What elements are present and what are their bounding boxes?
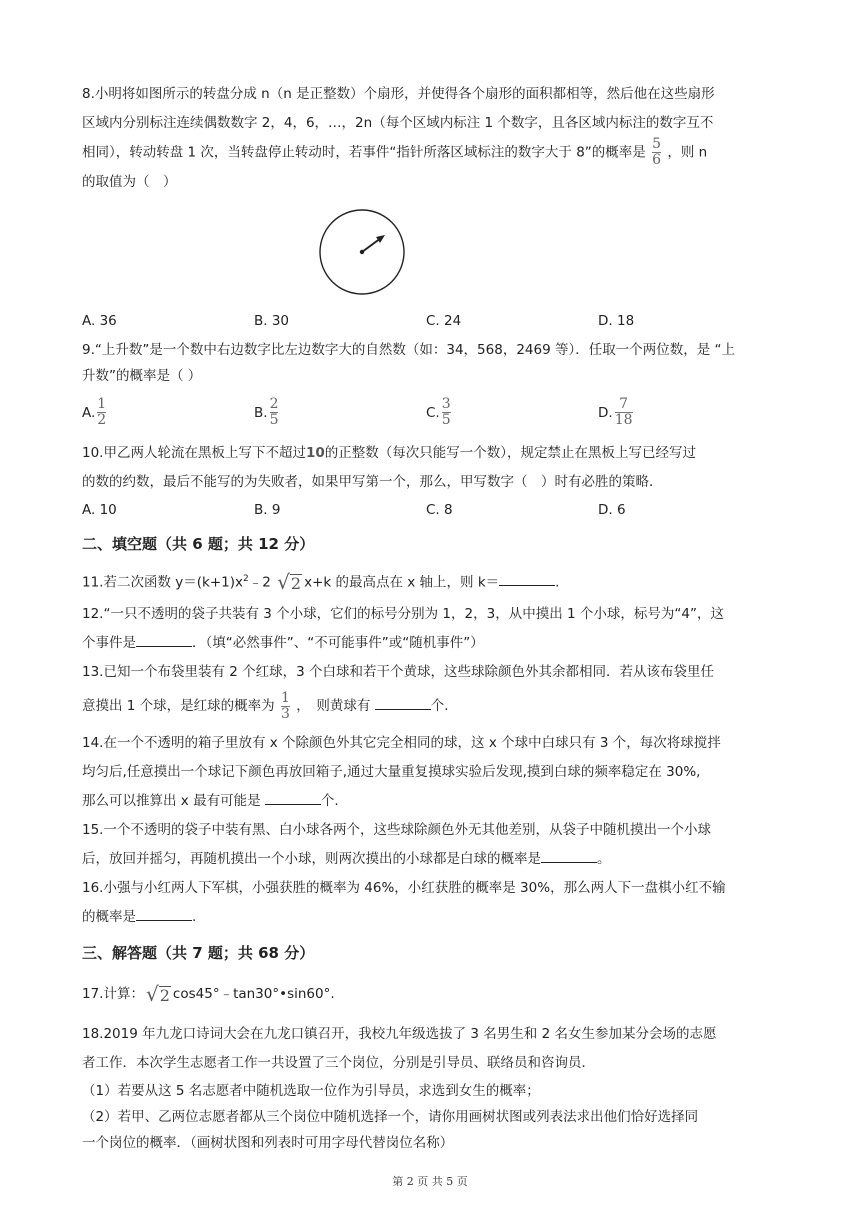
sqrt-two (277, 569, 302, 594)
fraction-5-6 (652, 138, 661, 167)
q18-line-2: 者工作．本次学生志愿者工作一共设置了三个岗位，分别是引导员、联络员和咨询员． (82, 1055, 595, 1071)
q13-text-b: ， 则黄球有 (296, 698, 371, 714)
q9-option-a[interactable] (82, 393, 254, 433)
question-18 (82, 1020, 782, 1156)
q16-line-2 (82, 903, 782, 932)
q12-line-1: 12.“一只不透明的袋子共装有 3 个小球，它们的标号分别为 1，2，3，从中摸出 1 个小球，标号为“4”，这 (82, 606, 724, 622)
q12-text-b: ．（填“必然事件”、“不可能事件”或“随机事件”） (192, 635, 484, 651)
q10-line-1 (82, 439, 782, 468)
q8-options (82, 305, 782, 337)
fraction-denominator: 5 (441, 412, 451, 428)
q13-line-2 (82, 687, 782, 725)
exam-page (82, 80, 782, 1156)
q8-option-d[interactable]: D. 18 (598, 312, 635, 329)
q9-line-1: 9.“上升数”是一个数中右边数字比左边数字大的自然数（如：34，568，2469 等）．任取一个两位数，是 “上 (82, 341, 735, 358)
q16-answer-blank[interactable] (136, 906, 192, 921)
q14-line-2: 均匀后,任意摸出一个球记下颜色再放回箱子,通过大量重复摸球实验后发现,摸到白球的频率稳定在 30%, (82, 764, 701, 780)
fraction-1-3 (280, 689, 290, 722)
q10-text-a: 10.甲乙两人轮流在黑板上写下不超过 (82, 444, 306, 461)
q16-text-a: 的概率是 (82, 909, 136, 925)
spinner-wheel-figure (317, 207, 407, 297)
fraction (615, 398, 633, 427)
q10-options (82, 497, 782, 523)
q17-text-a: 17.计算： (82, 986, 144, 1002)
q9-option-b[interactable] (254, 393, 426, 433)
option-label: C. (426, 404, 440, 421)
q11-text-d: . (555, 574, 560, 590)
q17-text-b: cos45°﹣tan30°•sin60°. (172, 986, 335, 1002)
option-label: B. (254, 404, 268, 421)
question-14 (82, 729, 782, 816)
q10-text-b: 的正整数（每次只能写一个数），规定禁止在黑板上写已经写过 (324, 444, 697, 461)
q9-option-c[interactable] (426, 393, 598, 433)
q12-text-a: 个事件是 (82, 635, 136, 651)
radicand: 2 (290, 573, 302, 593)
question-12 (82, 600, 782, 658)
q8-line-3 (82, 138, 782, 168)
fraction-numerator: 2 (269, 396, 279, 412)
q12-answer-blank[interactable] (136, 632, 192, 647)
fraction-numerator: 3 (441, 396, 451, 412)
radical-sign: √ (145, 981, 159, 1006)
option-label: D. (598, 404, 613, 421)
q8-option-a[interactable]: A. 36 (82, 312, 117, 329)
fraction-denominator: 2 (97, 412, 107, 428)
q16-line-1: 16.小强与小红两人下军棋，小强获胜的概率为 46%，小红获胜的概率是 30%，那么两人下一盘棋小红不输 (82, 880, 726, 896)
q10-option-c[interactable]: C. 8 (426, 501, 453, 518)
q9-option-d[interactable] (598, 393, 770, 433)
q8-option-c[interactable]: C. 24 (426, 312, 462, 329)
q18-line-5: 一个岗位的概率．（画树状图和列表时可用字母代替岗位名称） (82, 1135, 454, 1151)
q11-answer-blank[interactable] (499, 571, 555, 586)
fraction (97, 398, 106, 427)
q10-option-b[interactable]: B. 9 (254, 501, 281, 518)
q15-answer-blank[interactable] (541, 848, 597, 863)
q14-text-b: 个. (320, 793, 339, 809)
q13-text-a: 意摸出 1 个球，是红球的概率为 (82, 698, 275, 714)
q14-answer-blank[interactable] (265, 790, 321, 805)
question-13 (82, 658, 782, 725)
section-heading-fill-in: 二、填空题（共 6 题；共 12 分） (82, 534, 315, 553)
question-10 (82, 439, 782, 523)
fraction-numerator: 5 (652, 136, 662, 152)
q13-line-1: 13.已知一个布袋里装有 2 个红球，3 个白球和若干个黄球，这些球除颜色外其余都相同．若从该布袋里任 (82, 664, 715, 680)
page-footer: 第 2 页 共 5 页 (392, 1175, 468, 1188)
q10-option-d[interactable]: D. 6 (598, 501, 626, 518)
q11-text-a: 11.若二次函数 y＝(k+1)x (82, 574, 243, 590)
q8-option-b[interactable]: B. 30 (254, 312, 290, 329)
question-16 (82, 874, 782, 932)
q15-line-1: 15.一个不透明的袋子中装有黑、白小球各两个，这些球除颜色外无其他差别，从袋子中随机摸出一个小球 (82, 822, 711, 838)
q14-line-1: 14.在一个不透明的箱子里放有 x 个除颜色外其它完全相同的球，这 x 个球中白球只有 3 个，每次将球搅拌 (82, 735, 721, 751)
question-8 (82, 80, 782, 337)
fraction-denominator: 5 (269, 412, 279, 428)
q15-line-2 (82, 845, 782, 874)
q14-line-3 (82, 787, 782, 816)
q14-text-a: 那么可以推算出 x 最有可能是 (82, 793, 261, 809)
q15-text-a: 后，放回并摇匀，再随机摸出一个小球，则两次摸出的小球都是白球的概率是 (82, 851, 541, 867)
q18-line-1: 18.2019 年九龙口诗词大会在九龙口镇召开，我校九年级选拔了 3 名男生和 2 名女生参加某分会场的志愿 (82, 1026, 717, 1042)
sqrt-two (145, 981, 171, 1006)
q18-line-3: （1）若要从这 5 名志愿者中随机选取一位作为引导员，求选到女生的概率； (82, 1083, 540, 1099)
fraction-denominator: 3 (280, 705, 290, 722)
q8-line-4: 的取值为（ ） (82, 173, 177, 190)
fraction-numerator: 1 (280, 689, 290, 706)
q10-line-2: 的数的约数，最后不能写的为失败者，如果甲写第一个，那么，甲写数字（ ）时有必胜的策略． (82, 473, 663, 490)
question-17 (82, 974, 782, 1014)
fraction-numerator: 7 (619, 396, 629, 412)
q13-answer-blank[interactable] (375, 695, 431, 710)
radical-sign: √ (277, 569, 290, 594)
q8-line-3-text: 相同），转动转盘 1 次，当转盘停止转动时，若事件“指针所落区域标注的数字大于 8”的概率是 (82, 144, 646, 161)
fraction-denominator: 6 (652, 152, 662, 168)
q12-line-2 (82, 629, 782, 658)
q16-text-b: . (192, 909, 197, 925)
question-9 (82, 337, 782, 433)
question-11 (82, 561, 782, 601)
section-heading-solutions: 三、解答题（共 7 题；共 68 分） (82, 944, 315, 962)
fraction-numerator: 1 (97, 396, 107, 412)
q8-line-1: 8.小明将如图所示的转盘分成 n（n 是正整数）个扇形，并使得各个扇形的面积都相等，然后他在这些扇形 (82, 86, 715, 102)
q11-exponent: 2 (243, 573, 249, 584)
q18-line-4: （2）若甲、乙两位志愿者都从三个岗位中随机选择一个，请你用画树状图或列表法求出他们恰好选择同 (82, 1109, 699, 1125)
q10-number-ten: 10 (305, 444, 325, 461)
fraction (270, 398, 279, 427)
q8-line-2: 区域内分别标注连续偶数数字 2，4，6，…，2n（每个区域内标注 1 个数字，且各区域内标注的数字互不 (82, 115, 714, 131)
q11-text-b: ﹣2 (248, 574, 271, 590)
question-15 (82, 816, 782, 874)
fraction (442, 398, 451, 427)
option-label: A. (82, 404, 96, 421)
fraction-denominator: 18 (614, 412, 633, 428)
q9-options (82, 393, 782, 433)
q13-text-c: 个. (430, 698, 449, 714)
q9-line-2: 升数”的概率是（ ） (82, 367, 202, 384)
q15-text-b: 。 (597, 851, 611, 867)
q10-option-a[interactable]: A. 10 (82, 501, 117, 518)
q8-line-3-tail: ，则 n (667, 144, 708, 161)
radicand: 2 (159, 985, 170, 1005)
q11-text-c: x+k 的最高点在 x 轴上，则 k＝ (304, 574, 500, 590)
